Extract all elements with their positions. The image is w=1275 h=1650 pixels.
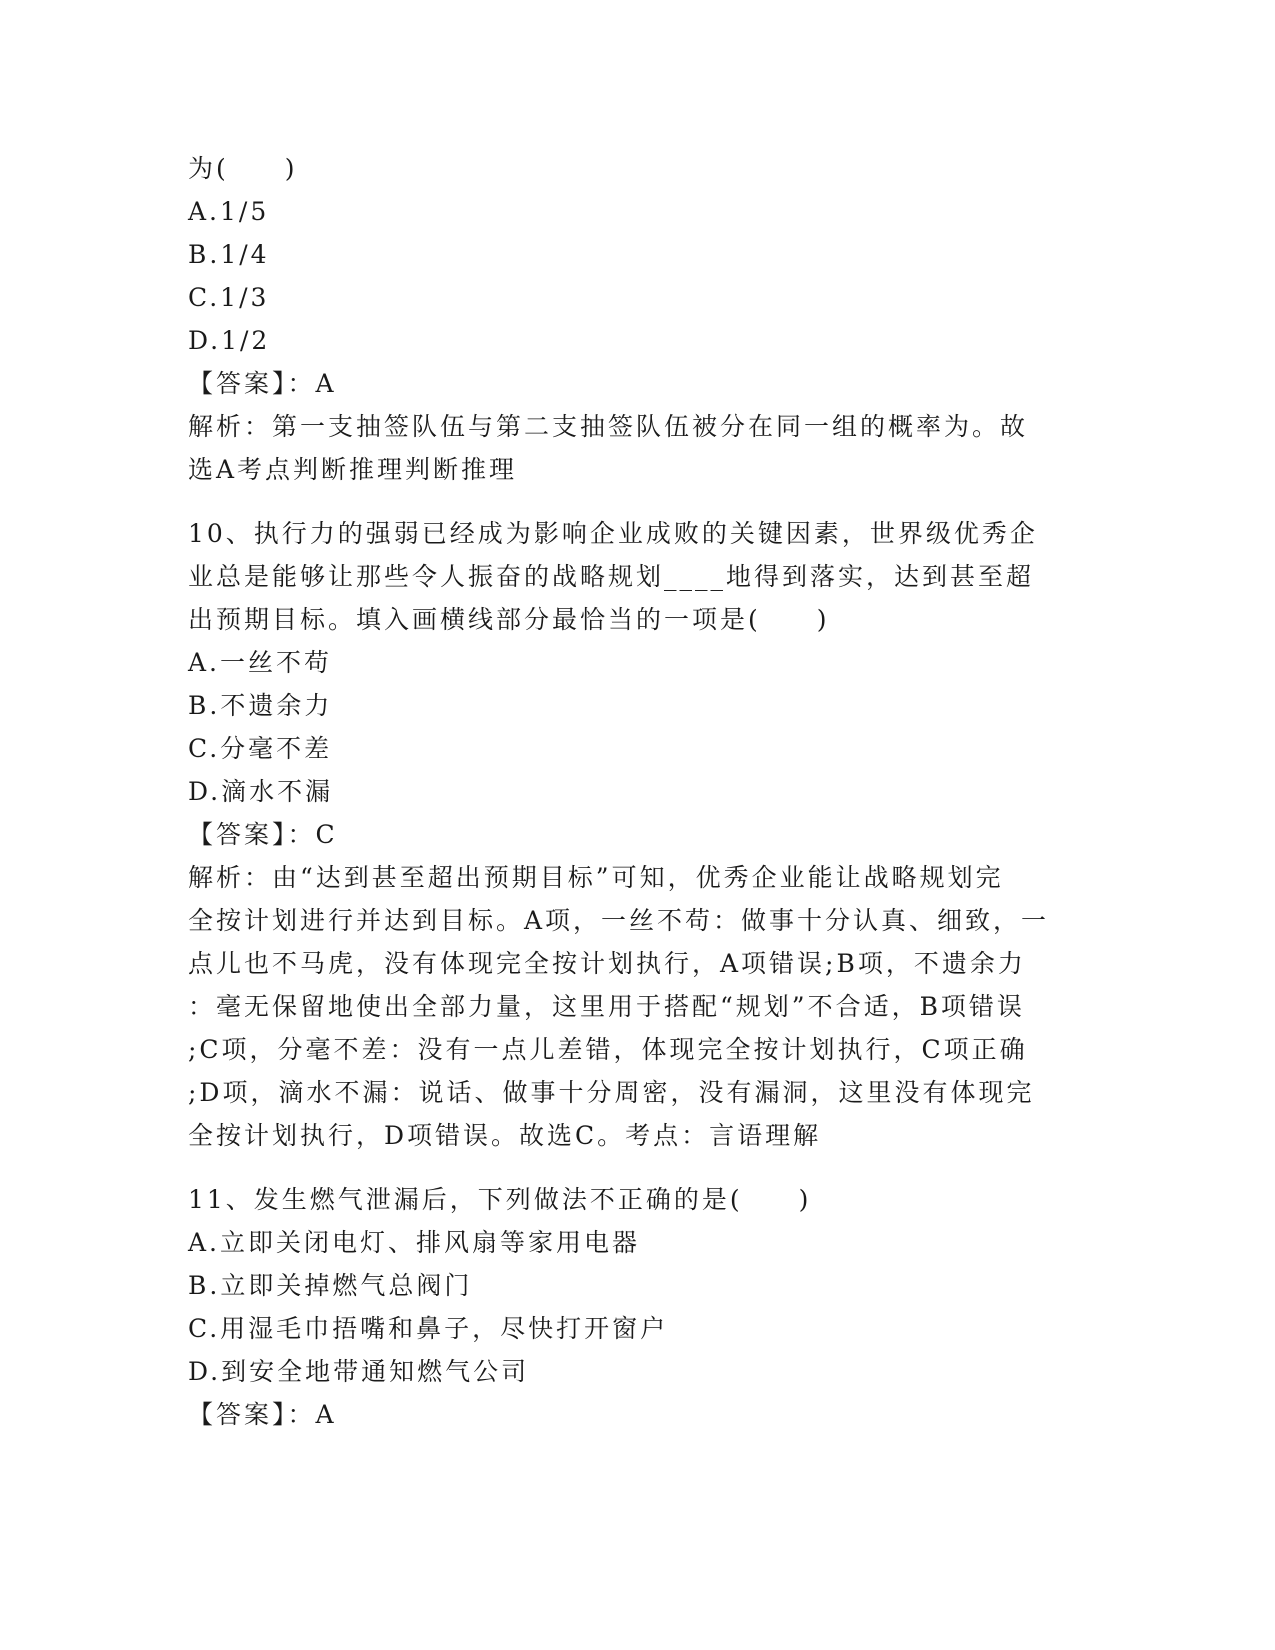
option-a: A.1/5 [188, 197, 270, 226]
answer-line: 【答案】：A [188, 369, 337, 398]
option-c: C.用湿毛巾捂嘴和鼻子，尽快打开窗户 [188, 1314, 669, 1343]
question-spacer [188, 1157, 1088, 1178]
analysis-line: 全按计划进行并达到目标。A项，一丝不苟：做事十分认真、细致，一 [188, 906, 1050, 935]
option-c: C.1/3 [188, 283, 270, 312]
answer-line: 【答案】：C [188, 820, 338, 849]
question-stem-line: 10、执行力的强弱已经成为影响企业成败的关键因素，世界级优秀企 [188, 519, 1038, 548]
option-c: C.分毫不差 [188, 734, 333, 763]
analysis-line: 选A考点判断推理判断推理 [188, 455, 518, 484]
question-9-continuation [188, 147, 1088, 491]
option-d: D.滴水不漏 [188, 777, 334, 806]
analysis-line: 全按计划执行，D项错误。故选C。考点：言语理解 [188, 1121, 822, 1150]
analysis-line: ;D项，滴水不漏：说话、做事十分周密，没有漏洞，这里没有体现完 [188, 1078, 1035, 1107]
option-a: A.立即关闭电灯、排风扇等家用电器 [188, 1228, 641, 1257]
document-page [188, 147, 1088, 1436]
question-stem-line: 出预期目标。填入画横线部分最恰当的一项是( ) [188, 605, 830, 634]
answer-line: 【答案】：A [188, 1400, 337, 1429]
question-10 [188, 512, 1088, 1157]
question-11 [188, 1178, 1088, 1436]
question-stem-line: 业总是能够让那些令人振奋的战略规划____地得到落实，达到甚至超 [188, 562, 1035, 591]
option-d: D.到安全地带通知燃气公司 [188, 1357, 530, 1386]
analysis-line: ：毫无保留地使出全部力量，这里用于搭配“规划”不合适，B项错误 [188, 992, 1025, 1021]
analysis-line: 点儿也不马虎，没有体现完全按计划执行，A项错误;B项，不遗余力 [188, 949, 1026, 978]
option-b: B.立即关掉燃气总阀门 [188, 1271, 473, 1300]
option-b: B.不遗余力 [188, 691, 333, 720]
question-stem-line: 11、发生燃气泄漏后，下列做法不正确的是( ) [188, 1185, 812, 1214]
question-spacer [188, 491, 1088, 512]
question-stem-tail: 为( ) [188, 154, 298, 183]
analysis-line: 解析：第一支抽签队伍与第二支抽签队伍被分在同一组的概率为。故 [188, 412, 1029, 441]
option-a: A.一丝不苟 [188, 648, 333, 677]
option-d: D.1/2 [188, 326, 271, 355]
analysis-line: ;C项，分毫不差：没有一点儿差错，体现完全按计划执行，C项正确 [188, 1035, 1028, 1064]
analysis-line: 解析：由“达到甚至超出预期目标”可知，优秀企业能让战略规划完 [188, 863, 1004, 892]
option-b: B.1/4 [188, 240, 270, 269]
